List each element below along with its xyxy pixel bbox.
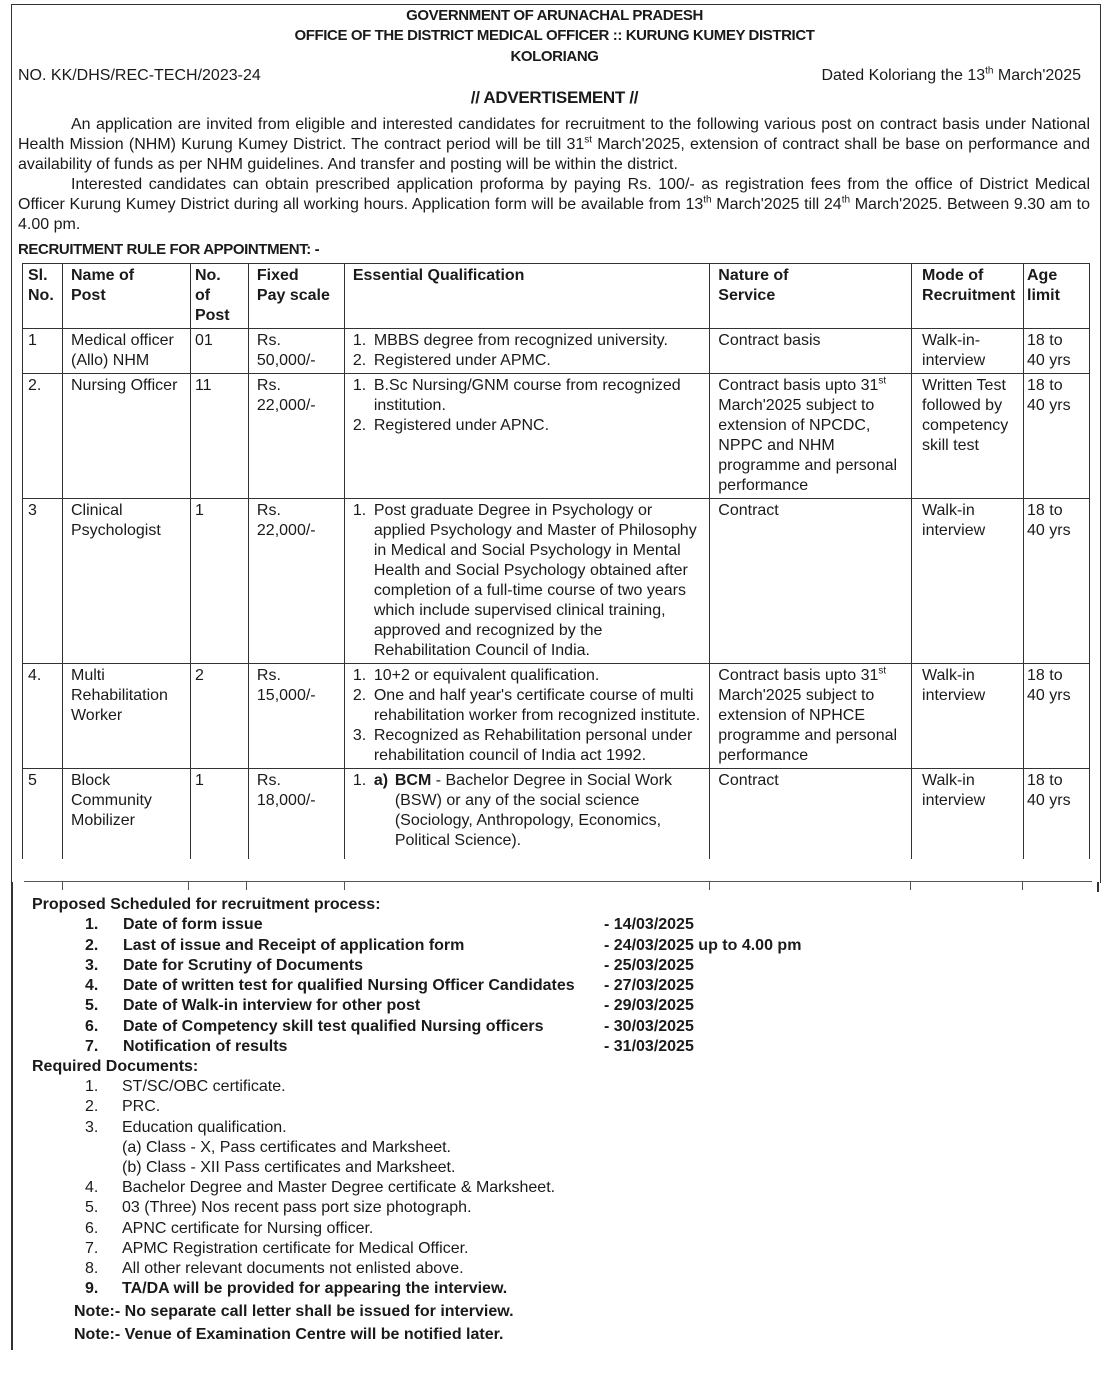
row-qualification <box>344 769 709 860</box>
header-sl-no: Sl. No. <box>23 264 63 329</box>
schedule-item: 5. Date of Walk-in interview for other post - 29/03/2025 <box>85 997 694 1015</box>
row-post: Medical officer (Allo) NHM <box>62 329 190 374</box>
row-sl: 5 <box>23 769 63 860</box>
row-sl: 3 <box>23 499 63 664</box>
row-count: 01 <box>190 329 248 374</box>
divider-tick <box>344 882 345 890</box>
divider-tick <box>62 882 63 890</box>
schedule-item: 2. Last of issue and Receipt of application form - 24/03/2025 up to 4.00 pm <box>85 936 802 954</box>
header-post-name: Name of Post <box>62 264 190 329</box>
schedule-item: 1. Date of form issue - 14/03/2025 <box>85 916 694 934</box>
qualification-item: 1. MBBS degree from recognized university. <box>352 332 668 349</box>
row-nature: Contract basis upto 31st March'2025 subject to extension of NPHCE programme and personal performance <box>710 664 912 769</box>
dated-line: Dated Koloriang the 13th March'2025 <box>821 65 1081 84</box>
row-sl: 4. <box>23 664 63 769</box>
row-count: 1 <box>190 769 248 860</box>
table-row <box>23 664 1090 769</box>
qualification-item: 1. 10+2 or equivalent qualification. <box>352 667 600 684</box>
row-pay: Rs. 15,000/- <box>248 664 344 769</box>
qualification-item: 3. Recognized as Rehabilitation personal under rehabilitation council of India act 1992. <box>352 727 693 764</box>
row-nature: Contract basis upto 31st March'2025 subject to extension of NPCDC, NPPC and NHM programme and personal performance <box>710 374 912 499</box>
schedule-item: 6. Date of Competency skill test qualified Nursing officers - 30/03/2025 <box>85 1017 694 1035</box>
qualification-item: 1. B.Sc Nursing/GNM course from recognized institution. <box>352 377 681 414</box>
row-age: 18 to 40 yrs <box>1024 769 1090 860</box>
divider-tick <box>246 882 247 890</box>
row-qualification <box>344 374 709 499</box>
row-age: 18 to 40 yrs <box>1024 374 1090 499</box>
header-mode: Mode of Recruitment <box>912 264 1024 329</box>
document-item: 3. Education qualification. <box>85 1118 287 1136</box>
document-item: 2. PRC. <box>85 1098 161 1116</box>
row-sl: 2. <box>23 374 63 499</box>
divider-tick <box>910 882 911 890</box>
left-border <box>11 882 13 1350</box>
row-nature: Contract <box>710 769 912 860</box>
schedule-section <box>32 895 802 1057</box>
reference-number: NO. KK/DHS/REC-TECH/2023-24 <box>18 67 261 84</box>
header-qualification: Essential Qualification <box>344 264 709 329</box>
row-post: Nursing Officer <box>62 374 190 499</box>
row-nature: Contract basis <box>710 329 912 374</box>
document-item: 8. All other relevant documents not enlisted above. <box>85 1259 464 1277</box>
row-sl: 1 <box>23 329 63 374</box>
note-call-letter: Note:- No separate call letter shall be issued for interview. <box>74 1303 514 1320</box>
document-subitem: (b) Class - XII Pass certificates and Marksheet. <box>122 1158 456 1176</box>
row-post: Multi Rehabilitation Worker <box>62 664 190 769</box>
row-age: 18 to 40 yrs <box>1024 329 1090 374</box>
qualification-item: 2. One and half year's certificate course of multi rehabilitation worker from recognized institute. <box>352 687 701 724</box>
document-item: 9. TA/DA will be provided for appearing the interview. <box>85 1280 508 1298</box>
row-qualification <box>344 329 709 374</box>
row-mode: Walk-in interview <box>912 664 1024 769</box>
note-venue: Note:- Venue of Examination Centre will be notified later. <box>74 1326 504 1343</box>
row-mode: Walk-in-interview <box>912 329 1024 374</box>
divider-tick <box>188 882 189 890</box>
schedule-title: Proposed Scheduled for recruitment process: <box>32 896 381 913</box>
document-item: 7. APMC Registration certificate for Medical Officer. <box>85 1239 469 1257</box>
row-post: Block Community Mobilizer <box>62 769 190 860</box>
document-item: 4. Bachelor Degree and Master Degree certificate & Marksheet. <box>85 1179 556 1197</box>
row-age: 18 to 40 yrs <box>1024 499 1090 664</box>
row-pay: Rs. 50,000/- <box>248 329 344 374</box>
row-pay: Rs. 22,000/- <box>248 499 344 664</box>
schedule-item: 4. Date of written test for qualified Nursing Officer Candidates - 27/03/2025 <box>85 977 694 995</box>
document-subitem: (a) Class - X, Pass certificates and Marksheet. <box>122 1138 451 1156</box>
table-row <box>23 769 1090 860</box>
documents-title: Required Documents: <box>32 1058 199 1075</box>
page-cut-divider <box>24 881 1092 892</box>
header-nature: Nature of Service <box>710 264 912 329</box>
row-qualification <box>344 499 709 664</box>
document-item: 5. 03 (Three) Nos recent pass port size photograph. <box>85 1199 472 1217</box>
row-pay: Rs. 22,000/- <box>248 374 344 499</box>
recruitment-rule-title: RECRUITMENT RULE FOR APPOINTMENT: - <box>18 241 320 258</box>
qualification-item: 1. Post graduate Degree in Psychology or applied Psychology and Master of Philosophy in Medical and Social Psychology in Mental Health and Social Psychology obtained after completion of a full-time course of two years which include supervised clinical training, approved and recognized by the Rehabilitation Council of India. <box>352 502 697 659</box>
row-post: Clinical Psychologist <box>62 499 190 664</box>
header-age: Age limit <box>1024 264 1090 329</box>
qualification-item: 1. a) BCM - Bachelor Degree in Social Work (BSW) or any of the social science (Sociology, Anthropology, Economics, Political Science). <box>352 772 672 849</box>
header-office: OFFICE OF THE DISTRICT MEDICAL OFFICER :: KURUNG KUMEY DISTRICT <box>294 27 815 44</box>
header-place: KOLORIANG <box>510 48 599 65</box>
intro-paragraph: An application are invited from eligible and interested candidates for recruitment to the following various post on contract basis under National Health Mission (NHM) Kurung Kumey District. The contract period will be till 31st March'2025, extension of contract shall be base on performance and availability of funds as per NHM guidelines. And transfer and posting will be within the district. <box>18 116 1090 173</box>
right-border <box>1097 882 1099 892</box>
table-row <box>23 329 1090 374</box>
table-header-row <box>23 264 1090 329</box>
qualification-item: 2. Registered under APNC. <box>352 417 550 434</box>
document-item: 6. APNC certificate for Nursing officer. <box>85 1219 374 1237</box>
row-qualification <box>344 664 709 769</box>
application-paragraph: Interested candidates can obtain prescribed application proforma by paying Rs. 100/- as registration fees from the office of District Medical Officer Kurung Kumey District during all working hours. Application form will be available from 13th March'2025 till 24th March'2025. Between 9.30 am to 4.00 pm. <box>18 176 1091 233</box>
row-mode: Walk-in interview <box>912 499 1024 664</box>
row-count: 1 <box>190 499 248 664</box>
header-government: GOVERNMENT OF ARUNACHAL PRADESH <box>406 7 703 24</box>
row-count: 11 <box>190 374 248 499</box>
reference-line <box>18 67 1081 85</box>
table-row <box>23 499 1090 664</box>
row-nature: Contract <box>710 499 912 664</box>
row-mode: Written Test followed by competency skill test <box>912 374 1024 499</box>
qualification-item: 2. Registered under APMC. <box>352 352 551 369</box>
header-pay-scale: Fixed Pay scale <box>248 264 344 329</box>
header-no-of-post: No. of Post <box>190 264 248 329</box>
row-count: 2 <box>190 664 248 769</box>
documents-section <box>32 1057 556 1299</box>
row-pay: Rs. 18,000/- <box>248 769 344 860</box>
row-age: 18 to 40 yrs <box>1024 664 1090 769</box>
document-item: 1. ST/SC/OBC certificate. <box>85 1078 286 1096</box>
recruitment-table <box>22 263 1090 859</box>
table-row <box>23 374 1090 499</box>
schedule-item: 3. Date for Scrutiny of Documents - 25/03/2025 <box>85 956 694 974</box>
advertisement-title: // ADVERTISEMENT // <box>470 88 639 107</box>
divider-tick <box>1022 882 1023 890</box>
schedule-item: 7. Notification of results - 31/03/2025 <box>85 1038 694 1056</box>
divider-tick <box>709 882 710 890</box>
row-mode: Walk-in interview <box>912 769 1024 860</box>
